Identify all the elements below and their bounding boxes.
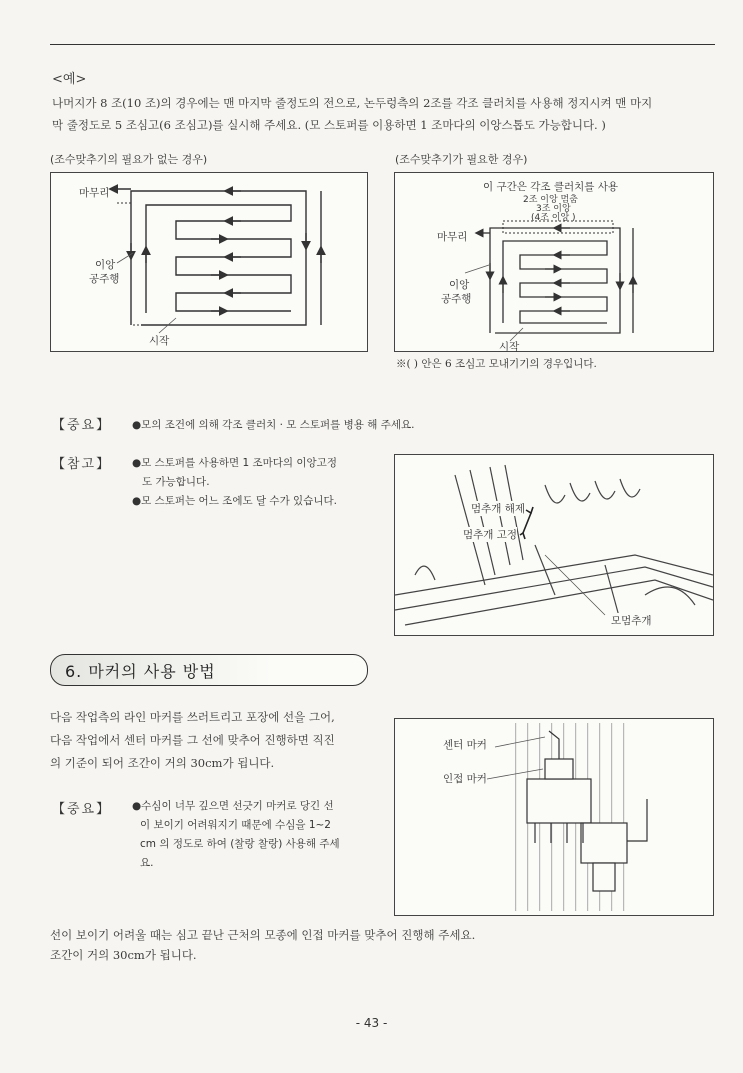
intro-line-2: 막 줄정도로 5 조심고(6 조심고)를 실시해 주세요. (모 스토퍼를 이용하면 1 조마다의 이앙스톱도 가능합니다. ) [52, 118, 606, 132]
left-start-label: 시작 [149, 335, 170, 347]
right-top-note-1: 이 구간은 각조 클러치를 사용 [483, 181, 619, 193]
right-start-label: 시작 [499, 341, 520, 353]
example-heading: <예> [52, 72, 87, 87]
reference-bullet-2: ●모 스토퍼는 어느 조에도 달 수가 있습니다. [132, 495, 337, 507]
marker-figure [394, 718, 714, 916]
header-rule [50, 44, 715, 45]
right-finish-label: 마무리 [437, 231, 468, 243]
important-2-line-3: cm 의 정도로 하여 (찰랑 찰랑) 사용해 주세 [140, 838, 340, 850]
section-6-title: 6. 마커의 사용 방법 [65, 662, 216, 681]
diagram-left [50, 172, 368, 352]
stopper-fix-label: 멈추개 고정 [463, 529, 518, 541]
important-2-line-2: 이 보이기 어려워지기 때문에 수심을 1~2 [140, 819, 331, 831]
right-top-note-4: (4조 이앙 ) [531, 213, 576, 223]
closing-line-1: 선이 보이기 어려울 때는 심고 끝난 근처의 모종에 인접 마커를 맞추어 진행해 주세요. [50, 928, 476, 942]
left-finish-label: 마무리 [79, 187, 110, 199]
section-6-para-line-1: 다음 작업측의 라인 마커를 쓰러트리고 포장에 선을 그어, [50, 710, 335, 724]
left-transplant-label-2: 공주행 [89, 273, 120, 285]
stopper-figure [394, 454, 714, 636]
closing-line-2: 조간이 거의 30cm가 됩니다. [50, 948, 197, 962]
diagram-left-caption: (조수맞추기의 필요가 없는 경우) [50, 153, 208, 166]
right-top-note-2: 2조 이앙 멈춤 [523, 195, 578, 205]
right-footnote: ※( ) 안은 6 조심고 모내기기의 경우입니다. [396, 358, 597, 370]
stopper-release-label: 멈추개 해제 [471, 503, 526, 515]
important-tag-2: 【중요】 [52, 802, 112, 817]
important-tag-1: 【중요】 [52, 418, 112, 433]
adjacent-marker-label: 인접 마커 [443, 773, 487, 785]
important-2-line-1: ●수심이 너무 깊으면 선긋기 마커로 당긴 선 [132, 800, 334, 812]
right-transplant-label-2: 공주행 [441, 293, 472, 305]
section-6-para-line-2: 다음 작업에서 센터 마커를 그 선에 맞추어 진행하면 직진 [50, 733, 335, 747]
reference-bullet-1-line-2: 도 가능합니다. [142, 476, 210, 488]
stopper-label: 모멈추개 [611, 615, 652, 627]
intro-line-1: 나머지가 8 조(10 조)의 경우에는 맨 마지막 줄정도의 전으로, 논두렁측의 2조를 각조 클러치를 사용해 정지시켜 맨 마지 [52, 96, 653, 110]
reference-tag: 【참고】 [52, 457, 112, 472]
left-transplant-label-1: 이앙 [95, 259, 116, 271]
section-6-header [50, 654, 368, 686]
center-marker-label: 센터 마커 [443, 739, 487, 751]
right-top-note-3: 3조 이앙 [536, 204, 571, 214]
stopper-figure-svg [395, 455, 713, 635]
diagram-right-caption: (조수맞추기가 필요한 경우) [395, 153, 528, 166]
section-6-para-line-3: 의 기준이 되어 조간이 거의 30cm가 됩니다. [50, 756, 275, 770]
right-transplant-label-1: 이앙 [449, 279, 470, 291]
page-number: - 43 - [355, 1016, 388, 1030]
reference-bullet-1-line-1: ●모 스토퍼를 사용하면 1 조마다의 이앙고정 [132, 457, 337, 469]
diagram-right [394, 172, 714, 352]
important-bullet-1: ●모의 조건에 의해 각조 클러치 · 모 스토퍼를 병용 해 주세요. [132, 419, 415, 431]
important-2-line-4: 요. [140, 857, 154, 869]
